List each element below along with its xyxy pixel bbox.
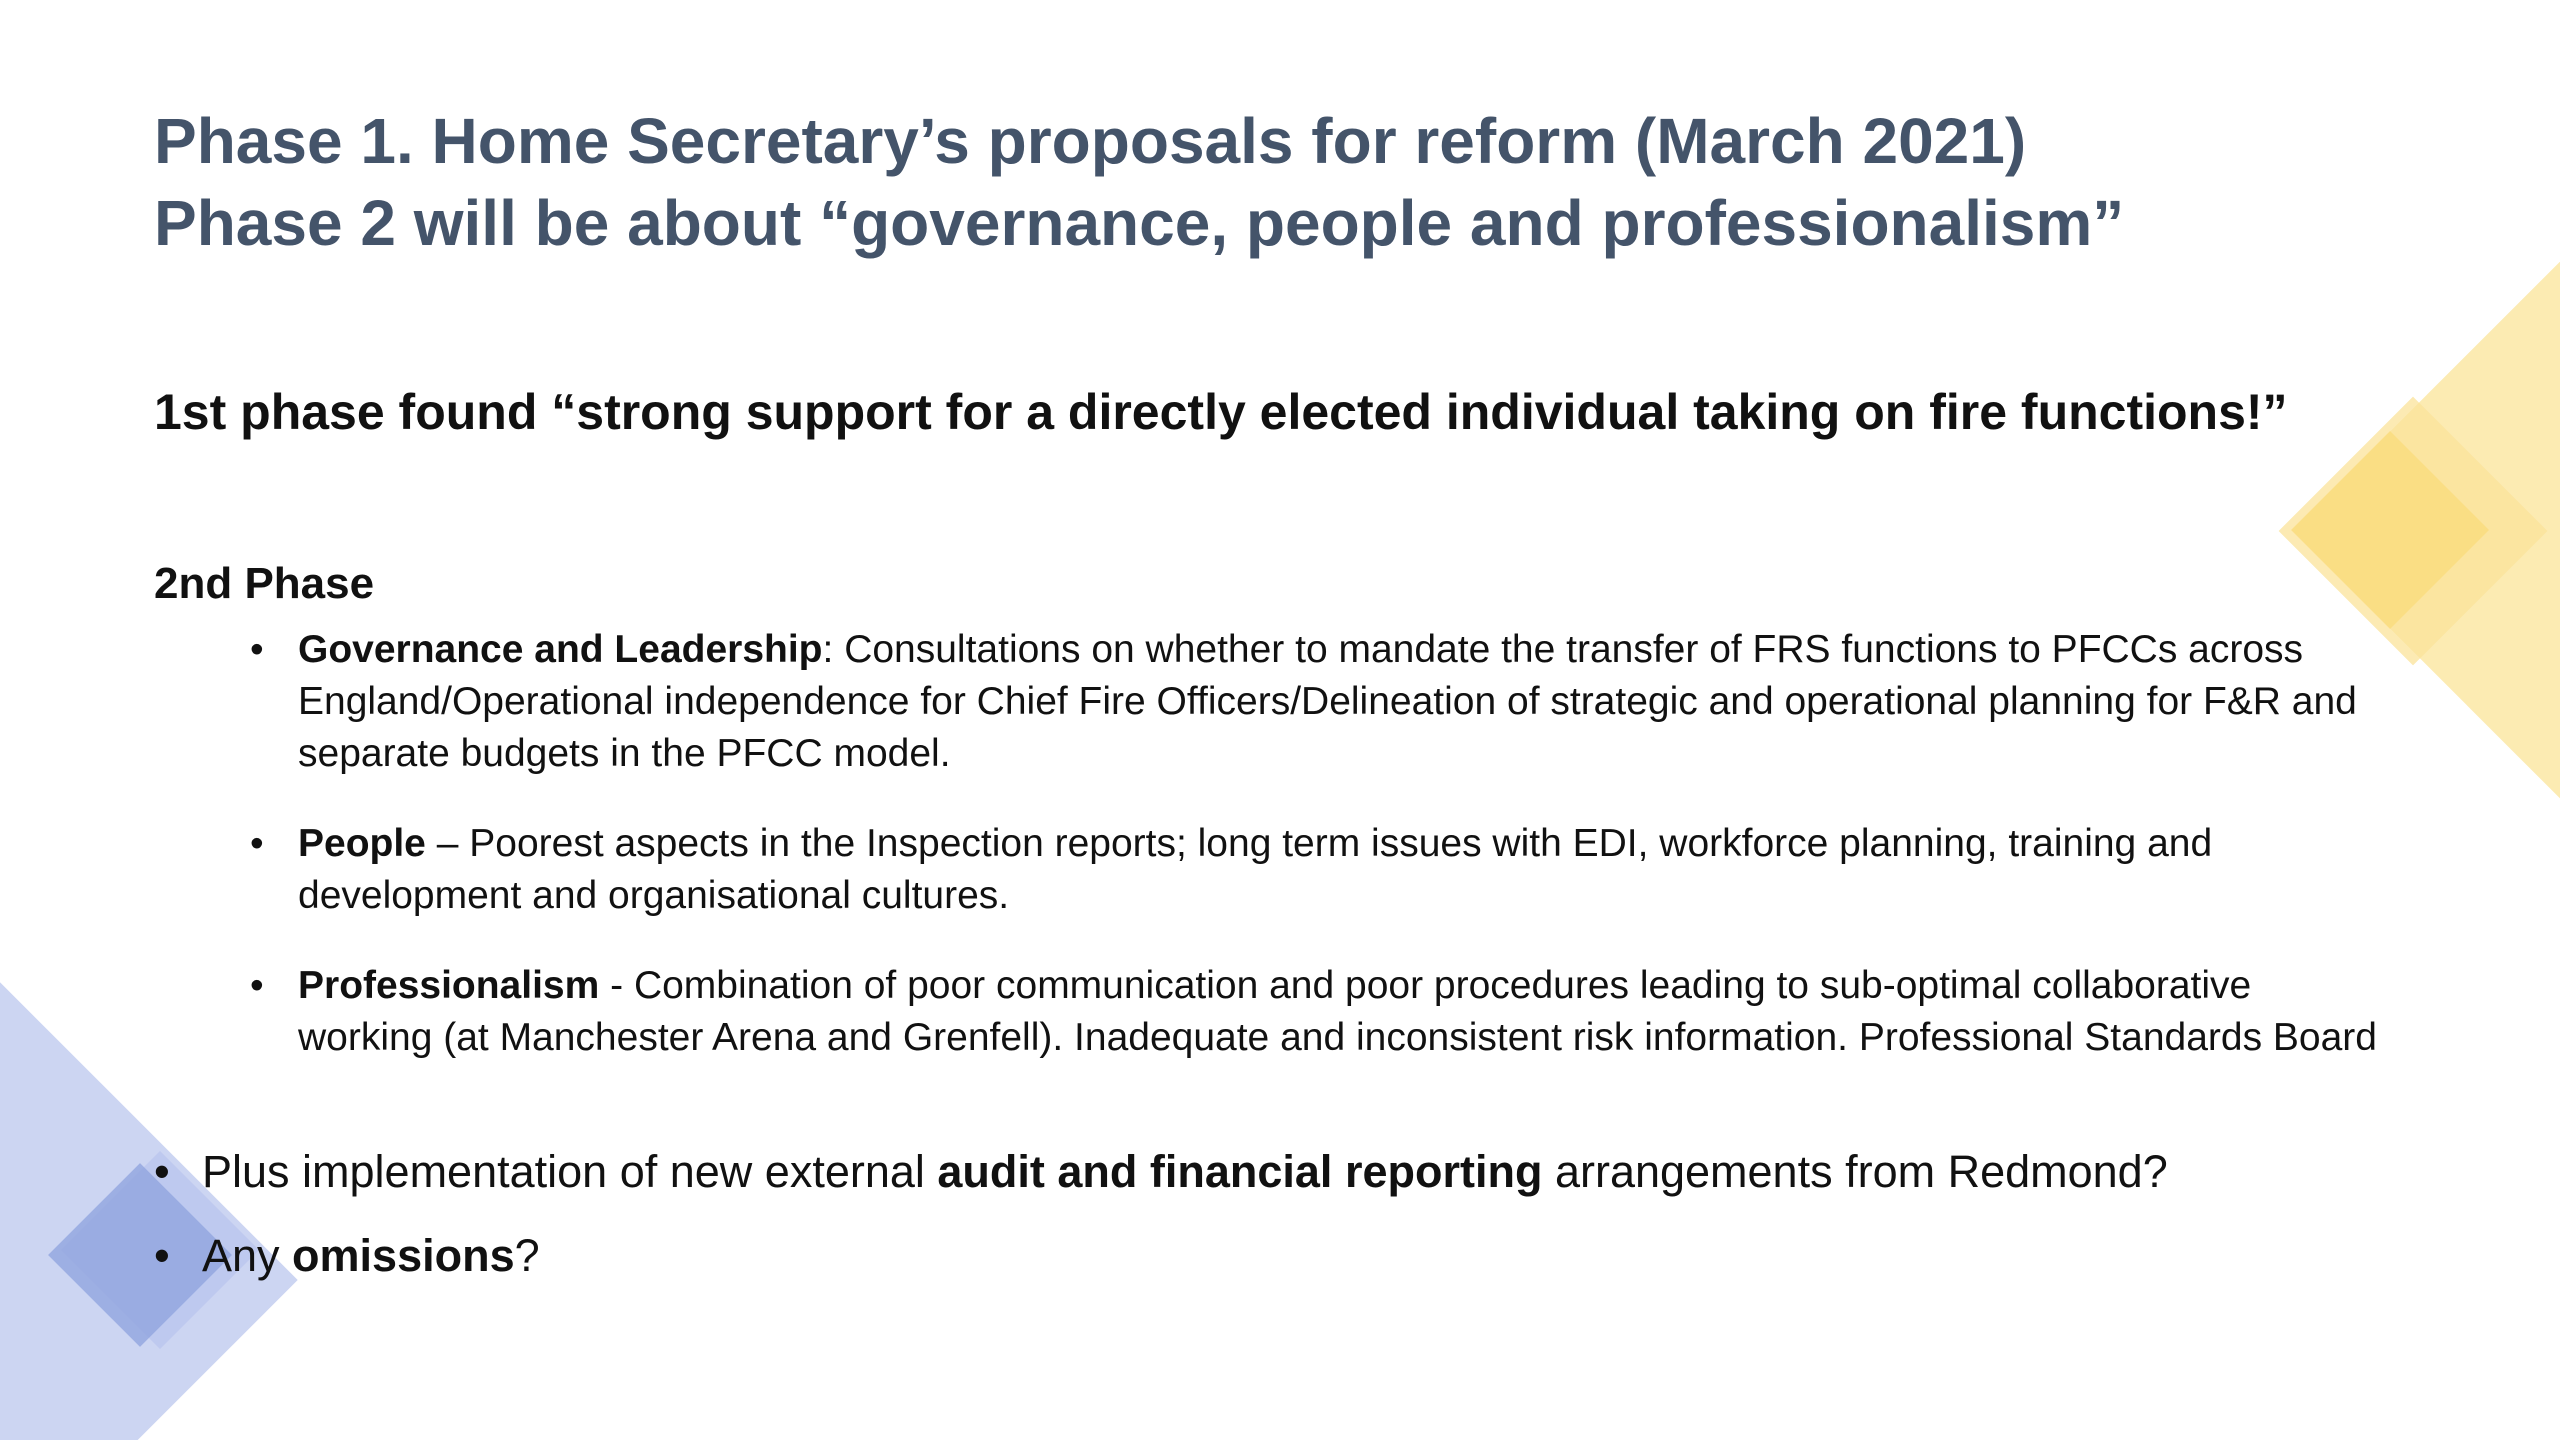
- list-item-audit: [154, 1142, 2404, 1202]
- phase1-finding: 1st phase found “strong support for a directly elected individual taking on fire functions!”: [154, 384, 2288, 440]
- item-separator: :: [822, 628, 845, 671]
- item-separator: –: [425, 822, 470, 865]
- slide-title: [154, 100, 2404, 264]
- item-text: Consultations on whether to mandate the transfer of FRS functions to PFCCs across England/Operational independence for Chief Fire Officers/Delineation of strategic and operational planning for F&R and separate budgets in the PFCC model.: [298, 628, 2357, 775]
- item-text-after: arrangements from Redmond?: [1542, 1146, 2168, 1197]
- item-separator: -: [599, 964, 634, 1007]
- list-item-professionalism: [250, 960, 2380, 1064]
- item-text-before: Any: [202, 1230, 293, 1281]
- title-line-1: Phase 1. Home Secretary’s proposals for reform (March 2021): [154, 105, 2027, 177]
- bullet-icon: •: [250, 964, 264, 1007]
- phase2-heading: 2nd Phase: [154, 559, 375, 608]
- bullet-icon: •: [250, 628, 264, 671]
- bullet-icon: •: [154, 1230, 170, 1281]
- title-line-2: Phase 2 will be about “governance, people and professionalism”: [154, 187, 2125, 259]
- list-item-governance: [250, 624, 2380, 780]
- list-item-omissions: [154, 1226, 2404, 1286]
- main-bullet-list: [154, 1142, 2404, 1310]
- list-item-people: [250, 818, 2380, 922]
- item-text: Combination of poor communication and poor procedures leading to sub-optimal collaborative working (at Manchester Arena and Grenfell). Inadequate and inconsistent risk information. Professional Standards Board: [298, 964, 2377, 1059]
- bullet-icon: •: [250, 822, 264, 865]
- item-label: Professionalism: [298, 964, 600, 1007]
- item-label: Governance and Leadership: [298, 628, 823, 671]
- item-text: Poorest aspects in the Inspection reports; long term issues with EDI, workforce planning, training and development and organisational cultures.: [298, 822, 2213, 917]
- item-text-bold: omissions: [292, 1230, 515, 1281]
- item-text-after: ?: [514, 1230, 540, 1281]
- item-label: People: [298, 822, 426, 865]
- item-text-bold: audit and financial reporting: [937, 1146, 1543, 1197]
- bullet-icon: •: [154, 1146, 170, 1197]
- item-text-before: Plus implementation of new external: [202, 1146, 938, 1197]
- phase2-list: [250, 624, 2380, 1102]
